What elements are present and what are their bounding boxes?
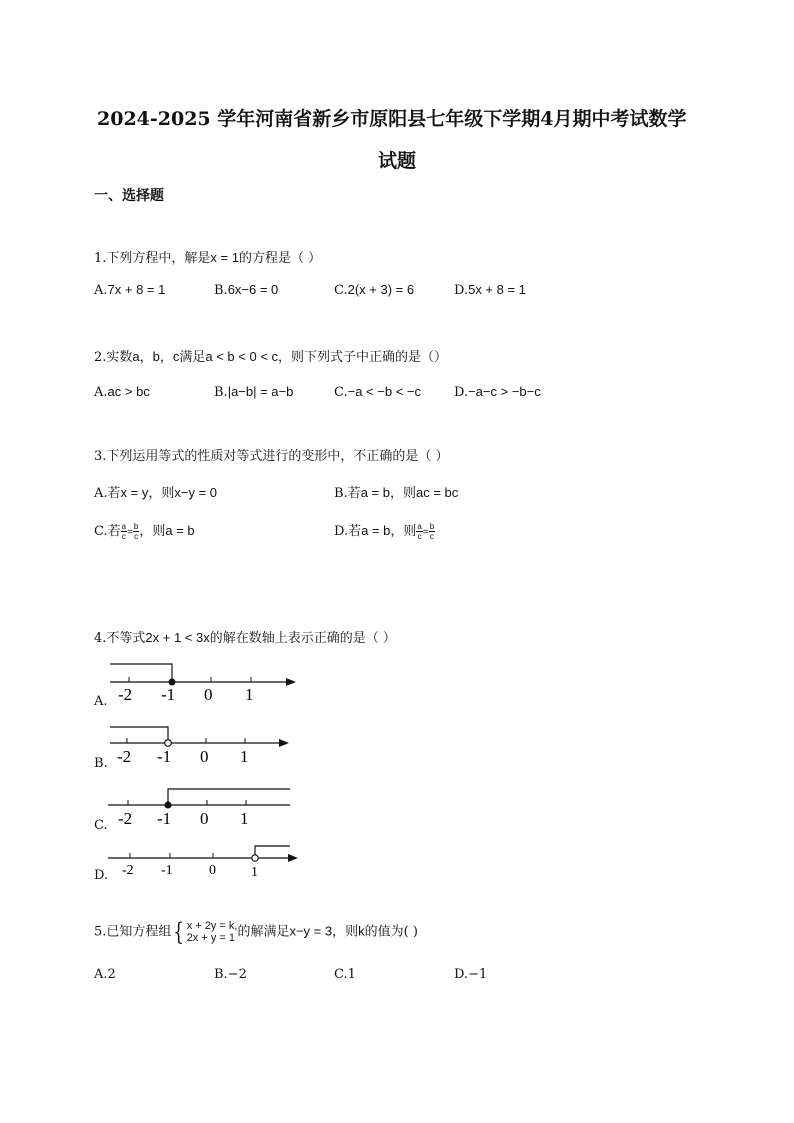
question-2-option-a[interactable]: A.ac > bc bbox=[94, 384, 150, 400]
tick-label: -1 bbox=[157, 747, 172, 766]
tick-label: -1 bbox=[161, 685, 176, 704]
tick-label: -2 bbox=[118, 685, 133, 704]
tick-label: 1 bbox=[251, 865, 258, 880]
tick-label: 0 bbox=[200, 747, 209, 766]
document-title-line1: 2024-2025 学年河南省新乡市原阳县七年级下学期4月期中考试数学 bbox=[97, 108, 687, 130]
question-3-option-d[interactable]: D.若a = b，则 $\frac{a}{c}$ = $\frac{b}{c}$ bbox=[334, 522, 435, 541]
question-2-stem: 2.实数a，b，c满足a < b < 0 < c，则下列式子中正确的是（） bbox=[94, 349, 448, 365]
tick-label: 1 bbox=[245, 685, 254, 704]
question-2-option-c[interactable]: C.−a < −b < −c bbox=[334, 384, 421, 400]
fraction-b-over-c: $\frac{b}{c}$ bbox=[429, 522, 435, 541]
number-line-option-c[interactable] bbox=[100, 784, 300, 829]
tick-label: -2 bbox=[118, 809, 133, 828]
question-4-option-a-label[interactable]: A. bbox=[94, 694, 108, 709]
question-4-stem: 4.不等式2x + 1 < 3x的解在数轴上表示正确的是（ ） bbox=[94, 630, 396, 646]
question-1-option-a[interactable]: A.7x + 8 = 1 bbox=[94, 282, 166, 298]
question-1-option-b[interactable]: B.6x−6 = 0 bbox=[214, 282, 279, 298]
system-brace: { bbox=[173, 918, 185, 946]
question-3-option-a[interactable]: A.若x = y，则x−y = 0 bbox=[94, 485, 218, 501]
question-4-option-d-label[interactable]: D. bbox=[94, 868, 109, 883]
question-3-stem: 3.下列运用等式的性质对等式进行的变形中，不正确的是（ ） bbox=[94, 449, 449, 464]
question-4-option-b-label[interactable]: B. bbox=[94, 756, 108, 771]
tick-label: 0 bbox=[209, 863, 216, 878]
tick-label: -2 bbox=[117, 747, 132, 766]
question-3-option-c[interactable]: C.若 $\frac{a}{c}$ = $\frac{b}{c}$ ，则a = b bbox=[94, 522, 195, 541]
tick-label: -1 bbox=[161, 863, 173, 878]
equation-system: x + 2y = k, 2x + y = 1 bbox=[186, 920, 238, 944]
question-5-option-c[interactable]: C.1 bbox=[334, 967, 356, 982]
fraction-a-over-c: $\frac{a}{c}$ bbox=[417, 522, 422, 541]
number-line-option-d[interactable] bbox=[100, 840, 305, 880]
question-2-option-b[interactable]: B.|a−b| = a−b bbox=[214, 384, 294, 400]
question-5-option-b[interactable]: B.−2 bbox=[214, 967, 247, 982]
tick-label: -2 bbox=[122, 863, 134, 878]
question-1-option-d[interactable]: D.5x + 8 = 1 bbox=[454, 282, 526, 298]
question-2-option-d[interactable]: D.−a−c > −b−c bbox=[454, 384, 541, 400]
document-title-line2: 试题 bbox=[378, 150, 417, 172]
tick-label: 1 bbox=[240, 809, 249, 828]
question-5-option-a[interactable]: A.2 bbox=[94, 967, 116, 982]
question-5-option-d[interactable]: D.−1 bbox=[454, 967, 488, 982]
question-4-option-c-label[interactable]: C. bbox=[94, 818, 108, 833]
fraction-a-over-c: $\frac{a}{c}$ bbox=[121, 522, 127, 541]
tick-label: 0 bbox=[200, 809, 209, 828]
tick-label: 1 bbox=[240, 747, 249, 766]
section-heading: 一、选择题 bbox=[94, 188, 164, 204]
question-1-stem: 1.下列方程中，解是x = 1的方程是（ ） bbox=[94, 250, 322, 266]
fraction-b-over-c: $\frac{b}{c}$ bbox=[133, 522, 139, 541]
number-line-option-b[interactable] bbox=[100, 722, 300, 767]
question-1-option-c[interactable]: C.2(x + 3) = 6 bbox=[334, 282, 415, 298]
tick-label: -1 bbox=[157, 809, 172, 828]
question-3-option-b[interactable]: B.若a = b，则ac = bc bbox=[334, 485, 459, 501]
number-line-option-a[interactable] bbox=[100, 660, 300, 705]
question-5-stem: 5.已知方程组{ x + 2y = k, 2x + y = 1 的解满足x−y = 3，则k的值为( ) bbox=[94, 918, 418, 946]
tick-label: 0 bbox=[204, 685, 213, 704]
